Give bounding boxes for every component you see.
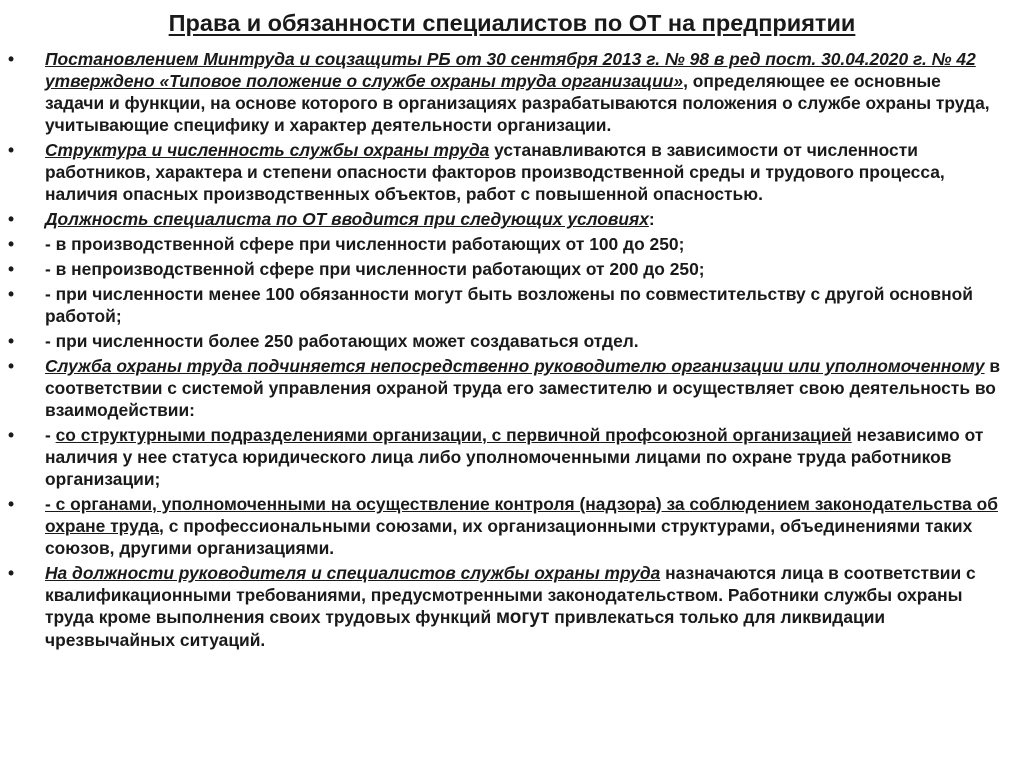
item-text: устанавливаются в зависимости от численности работников, характера и степени опасности факторов производственной среды и трудового процесса, наличия опасных производственных объектов, работ с повышенной опасностью. [45,140,945,204]
bullet-icon: • [8,259,15,279]
item-text: - при численности более 250 работающих может создаваться отдел. [45,331,639,351]
item-text: независимо от наличия у нее статуса юридического лица либо уполномоченными лицами по охране труда работников организации; [45,425,984,489]
bullet-icon: • [8,140,15,160]
list-item [0,562,1024,651]
bullet-list [0,48,1024,654]
item-text: с профессиональными союзами, их организационными структурами, объединениями таких союзов, другими организациями. [45,516,973,558]
bullet-icon: • [8,284,15,304]
bullet-icon: • [8,234,15,254]
list-item [0,283,1024,327]
item-lead: Структура и численность службы охраны труда [45,140,490,160]
item-tail: привлекаться только для ликвидации чрезвычайных ситуаций. [45,607,886,650]
item-underlined: со структурными подразделениями организации, с первичной профсоюзной организацией [55,425,852,445]
bullet-icon: • [8,331,15,351]
item-text: - в производственной сфере при численности работающих от 100 до 250; [45,234,685,254]
list-item [0,233,1024,255]
item-emphasis: могут [496,607,550,628]
page-title: Права и обязанности специалистов по ОТ на предприятии [168,10,856,36]
item-prefix: - [45,425,56,445]
bullet-icon: • [8,356,15,376]
item-text: : [648,209,655,229]
bullet-icon: • [8,425,15,445]
list-item [0,330,1024,352]
item-text: назначаются лица в соответствии с квалификационными требованиями, предусмотренными законодательством. Работники службы охраны труда кроме выполнения своих трудовых функций [45,563,976,627]
item-lead: Служба охраны труда подчиняется непосредственно руководителю организации или уполномоченному [45,356,985,376]
list-item [0,424,1024,490]
item-text: , определяющее ее основные задачи и функции, на основе которого в организациях разрабатываются положения о службе охраны труда, учитывающие специфику и характер деятельности организации. [45,71,990,135]
item-text: в соответствии с системой управления охраной труда его заместителю и осуществляет свою деятельность во взаимодействии: [45,356,1001,420]
item-lead: Постановлением Минтруда и соцзащиты РБ от 30 сентября 2013 г. № 98 в ред пост. 30.04.2020 г. № 42 утверждено «Типовое положение о службе охраны труда организации» [45,49,976,91]
item-lead: На должности руководителя и специалистов службы охраны труда [45,563,661,583]
item-text: - в непроизводственной сфере при численности работающих от 200 до 250; [45,259,705,279]
bullet-icon: • [8,563,15,583]
list-item [0,48,1024,136]
bullet-icon: • [8,494,15,514]
list-item [0,355,1024,421]
list-item [0,493,1024,559]
list-item [0,139,1024,205]
list-item [0,208,1024,230]
bullet-icon: • [8,209,15,229]
item-text: - при численности менее 100 обязанности могут быть возложены по совместительству с другой основной работой; [45,284,973,326]
bullet-icon: • [8,49,15,69]
item-lead: Должность специалиста по ОТ вводится при следующих условиях [45,209,649,229]
item-underlined: - с органами, уполномоченными на осуществление контроля (надзора) за соблюдением законодательства об охране труда, [45,494,998,536]
list-item [0,258,1024,280]
